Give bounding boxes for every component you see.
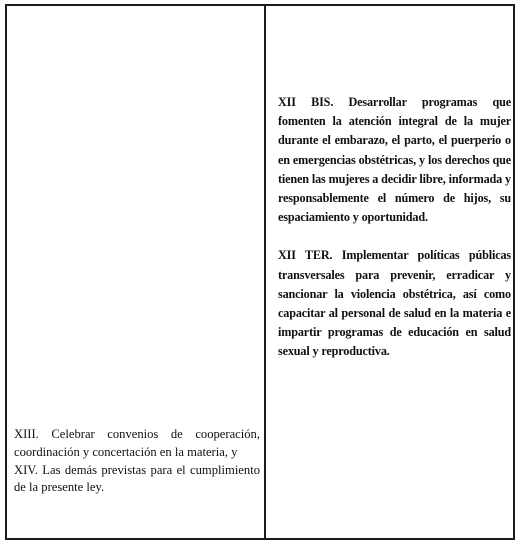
article-fraction-xii-bis: XII BIS. Desarrollar programas que fomenten la atención integral de la mujer durante el embarazo, el parto, el puerperio o en emergencias obstétricas, y los derechos que tienen las mujeres a decidir libre, informada y responsablemente el número de hijos, su espaciamiento y oportunidad.: [278, 95, 511, 225]
column-divider: [264, 4, 266, 540]
left-column-cell: [14, 426, 260, 497]
article-fraction-xii-ter: XII TER. Implementar políticas públicas transversales para prevenir, erradicar y sancionar la violencia obstétrica, así como capacitar al personal de salud en la materia e impartir programas de educación en salud sexual y reproductiva.: [278, 248, 511, 359]
right-column-cell: [278, 93, 511, 362]
article-fraction-xiii: XIII. Celebrar convenios de cooperación, coordinación y concertación en la materia, y: [14, 427, 260, 459]
article-fraction-xiv: XIV. Las demás previstas para el cumplimiento de la presente ley.: [14, 462, 260, 495]
